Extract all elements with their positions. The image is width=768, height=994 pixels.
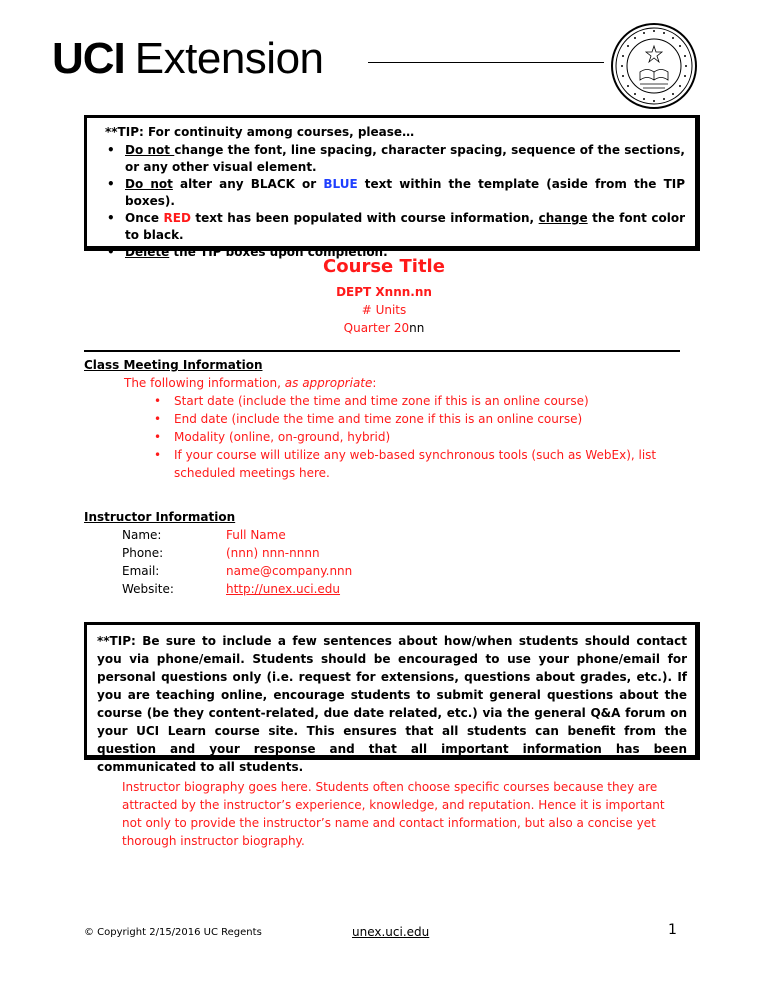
intro-text: The following information,	[124, 376, 285, 390]
phone-value: (nnn) nnn-nnnn	[226, 546, 320, 560]
bullet-icon: •	[107, 245, 115, 259]
list-item-text: If your course will utilize any web-based synchronous tools (such as WebEx), list scheduled meetings here.	[174, 448, 657, 480]
class-meeting-intro	[124, 374, 376, 392]
quarter-label: Quarter 20	[343, 321, 410, 335]
bullet-icon: •	[107, 143, 115, 157]
uci-extension-logo	[52, 34, 324, 84]
tip-item-emphasis: Do not	[125, 177, 173, 191]
list-item-text: Modality (online, on-ground, hybrid)	[174, 430, 391, 444]
tip-item-emphasis: change	[538, 211, 588, 225]
course-units: # Units	[361, 303, 407, 317]
instructor-biography: Instructor biography goes here. Students often choose specific courses because they are attracted by the instructor’s experience, knowledge, and reputation. Hence it is important not only to provide the instructor’s name and contact information, but also a concise yet thorough instructor biography.	[122, 780, 665, 848]
tip-item	[103, 142, 685, 176]
tip-item-text: the font color to black.	[125, 211, 685, 242]
bullet-icon: •	[154, 394, 162, 408]
tip-item-emphasis: Delete	[125, 245, 170, 259]
header-divider	[368, 62, 604, 63]
logo-extension: Extension	[134, 34, 324, 83]
tip-item	[103, 176, 685, 210]
name-value: Full Name	[226, 528, 286, 542]
tip-item-emphasis: Do not	[125, 143, 175, 157]
logo-uci: UCI	[52, 34, 125, 83]
tip-title: **TIP: For continuity among courses, please…	[105, 125, 415, 139]
footer-copyright: © Copyright 2/15/2016 UC Regents	[84, 927, 262, 938]
tip-box-contact: **TIP: Be sure to include a few sentences about how/when students should contact you via phone/email. Students should be encouraged to use your phone/email for personal questions only (i.e. request for extensions, questions about grades, etc.). If you are teaching online, encourage students to submit general questions about the course (be they content-related, due date related, etc.) via the general Q&A forum on your UCI Learn course site. This ensures that all students can benefit from the question and your response and that all important information has been communicated to all students.	[84, 622, 700, 760]
list-item-text: End date (include the time and time zone if this is an online course)	[174, 412, 583, 426]
tip-list	[103, 142, 685, 261]
page-number: 1	[668, 922, 677, 938]
section-divider	[84, 350, 680, 352]
bullet-icon: •	[154, 448, 162, 462]
tip-item-text: alter any BLACK or	[172, 177, 324, 191]
list-item	[150, 410, 670, 428]
bullet-icon: •	[154, 412, 162, 426]
tip-item-text: the TIP boxes upon completion.	[169, 245, 388, 259]
course-title: Course Title	[323, 256, 445, 277]
list-item-text: Start date (include the time and time zone if this is an online course)	[174, 394, 589, 408]
name-label: Name:	[122, 528, 162, 542]
list-item	[150, 392, 670, 410]
list-item	[150, 428, 670, 446]
tip-item-text: Once	[125, 211, 164, 225]
tip-item-text: change the font, line spacing, character spacing, sequence of the sections, or any other visual element.	[125, 143, 685, 174]
email-value: name@company.nnn	[226, 564, 353, 578]
tip-item-text: text has been populated with course information,	[190, 211, 539, 225]
phone-label: Phone:	[122, 546, 164, 560]
website-label: Website:	[122, 582, 174, 596]
tip-item-text: text within the template (aside from the TIP boxes).	[125, 177, 686, 208]
bullet-icon: •	[107, 177, 115, 191]
course-dept: DEPT Xnnn.nn	[336, 285, 432, 299]
tip-item	[103, 210, 685, 244]
intro-text: :	[372, 376, 377, 390]
tip-box-continuity	[84, 115, 700, 259]
course-quarter	[0, 321, 768, 335]
instructor-heading: Instructor Information	[84, 510, 236, 524]
class-meeting-list	[150, 392, 670, 482]
intro-italic: as appropriate	[284, 376, 373, 390]
list-item	[150, 446, 670, 482]
bullet-icon: •	[154, 430, 162, 444]
email-label: Email:	[122, 564, 160, 578]
quarter-year: nn	[409, 321, 425, 335]
website-link[interactable]: http://unex.uci.edu	[226, 582, 341, 596]
tip-item-red-word: RED	[163, 211, 191, 225]
tip-item-blue-word: BLUE	[323, 177, 358, 191]
footer-link[interactable]: unex.uci.edu	[352, 925, 430, 939]
university-seal-icon	[610, 22, 698, 110]
class-meeting-heading: Class Meeting Information	[84, 358, 263, 372]
bullet-icon: •	[107, 211, 115, 225]
